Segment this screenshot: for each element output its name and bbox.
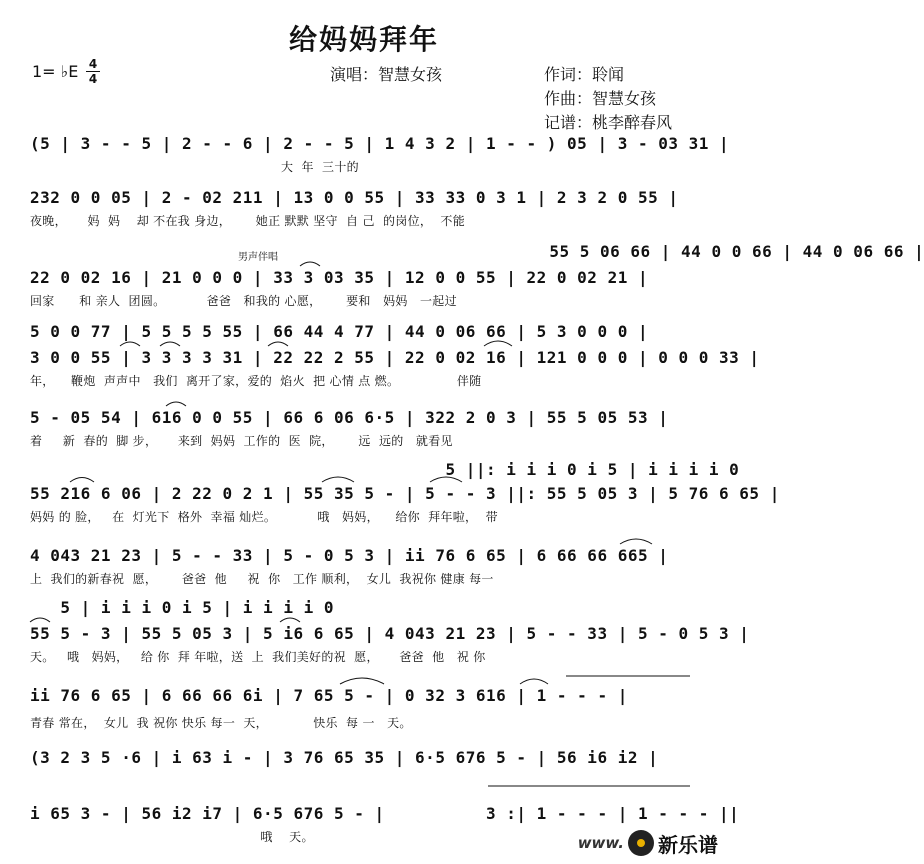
tie-mark (268, 342, 288, 346)
record-disc-icon (628, 830, 654, 856)
notation-row-7: 5 - 05 54 | 616 0 0 55 | 66 6 06 6·5 | 322 2 0 3 | 55 5 05 53 | (30, 408, 669, 427)
notation-row-1: (5 | 3 - - 5 | 2 - - 6 | 2 - - 5 | 1 4 3 2 | 1 - - ) 05 | 3 - 03 31 | (30, 134, 730, 153)
lyric-row-15: 哦 天。 (30, 830, 314, 844)
lyric-row-4: 回家 和 亲人 团圆。 爸爸 和我的 心愿， 要和 妈妈 一起过 (30, 294, 457, 308)
watermark (578, 828, 718, 858)
lyricist-credit: 作词：聆闻 (544, 65, 625, 84)
notation-row-11-harmony: 5 | i i i 0 i 5 | i i i i 0 (30, 598, 334, 617)
tie-mark (620, 539, 652, 544)
time-signature-top: 4 (88, 57, 98, 71)
notation-row-9: 55 216 6 06 | 2 22 0 2 1 | 55 35 5 - | 5 - - 3 ||: 55 5 05 3 | 5 76 6 65 | (30, 484, 780, 503)
lyric-row-1: 大 年 三十的 (30, 160, 359, 174)
tie-mark (120, 342, 140, 346)
lyric-row-2: 夜晚， 妈 妈 却 不在我 身边， 她正 默默 坚守 自 己 的岗位， 不能 (30, 214, 466, 228)
tie-mark (70, 478, 94, 483)
tie-mark (430, 477, 462, 482)
lyric-row-12: 天。 哦 妈妈， 给 你 拜 年啦，送 上 我们美好的祝 愿， 爸爸 他 祝 你 (30, 650, 486, 664)
notation-row-2: 232 0 0 05 | 2 - 02 211 | 13 0 0 55 | 33 33 0 3 1 | 2 3 2 0 55 | (30, 188, 679, 207)
lyric-row-6: 年， 鞭炮 声声中 我们 离开了家，爱的 焰火 把 心情 点 燃。 伴随 (30, 374, 482, 388)
notation-row-10: 4 043 21 23 | 5 - - 33 | 5 - 0 5 3 | ii 76 6 65 | 6 66 66 665 | (30, 546, 669, 565)
notation-row-12: 55 5 - 3 | 55 5 05 3 | 5 i6 6 65 | 4 043 21 23 | 5 - - 33 | 5 - 0 5 3 | (30, 624, 750, 643)
notation-row-5-harmony: 5 0 0 77 | 5 5 5 5 55 | 66 44 4 77 | 44 0 06 66 | 5 3 0 0 0 | (30, 322, 649, 341)
singer-credit: 演唱：智慧女孩 (330, 65, 443, 84)
notation-row-13: ii 76 6 65 | 6 66 66 6i | 7 65 5 - | 0 32 3 616 | 1 - - - | (30, 686, 628, 705)
voice-label: 男声伴唱 (238, 252, 278, 263)
tie-mark (30, 618, 50, 622)
watermark-www: www. (577, 834, 624, 852)
time-signature-bottom: 4 (88, 72, 98, 86)
lyric-row-13: 青春 常在， 女儿 我 祝你 快乐 每一 天， 快乐 每 一 天。 (30, 716, 412, 730)
tie-mark (280, 618, 300, 622)
lyric-row-9: 妈妈 的 脸， 在 灯光下 格外 幸福 灿烂。 哦 妈妈， 给你 拜年啦， 带 (30, 510, 498, 524)
watermark-brand-name: 新乐谱 (658, 832, 718, 857)
lyric-row-7: 着 新 春的 脚 步， 来到 妈妈 工作的 医 院， 远 远的 就看见 (30, 434, 453, 448)
notation-row-4: 22 0 02 16 | 21 0 0 0 | 33 3 03 35 | 12 0 0 55 | 22 0 02 21 | (30, 268, 649, 287)
tie-mark (160, 342, 180, 346)
notation-row-3-harmony: 55 5 06 66 | 44 0 0 66 | 44 0 06 66 | (296, 242, 924, 261)
tie-mark (300, 262, 320, 266)
notation-row-15: i 65 3 - | 56 i2 i7 | 6·5 676 5 - | 3 :| 1 - - - | 1 - - - || (30, 804, 740, 823)
tie-mark (322, 477, 354, 482)
tie-mark (484, 341, 512, 346)
tie-mark (166, 402, 186, 406)
notation-row-6: 3 0 0 55 | 3 3 3 3 31 | 22 22 2 55 | 22 0 02 16 | 121 0 0 0 | 0 0 0 33 | (30, 348, 760, 367)
song-title: 给妈妈拜年 (288, 23, 439, 56)
notation-row-8-harmony: 5 ||: i i i 0 i 5 | i i i i 0 (30, 460, 740, 479)
lyric-row-10: 上 我们的新春祝 愿， 爸爸 他 祝 你 工作 顺利， 女儿 我祝你 健康 每一 (30, 572, 494, 586)
key-signature: 1= ♭E (32, 62, 79, 81)
transcriber-credit: 记谱：桃李醉春风 (544, 113, 673, 132)
notation-row-14: (3 2 3 5 ·6 | i 63 i - | 3 76 65 35 | 6·5 676 5 - | 56 i6 i2 | (30, 748, 659, 767)
tie-mark (340, 678, 384, 684)
tie-mark (520, 679, 548, 684)
composer-credit: 作曲：智慧女孩 (544, 89, 657, 108)
